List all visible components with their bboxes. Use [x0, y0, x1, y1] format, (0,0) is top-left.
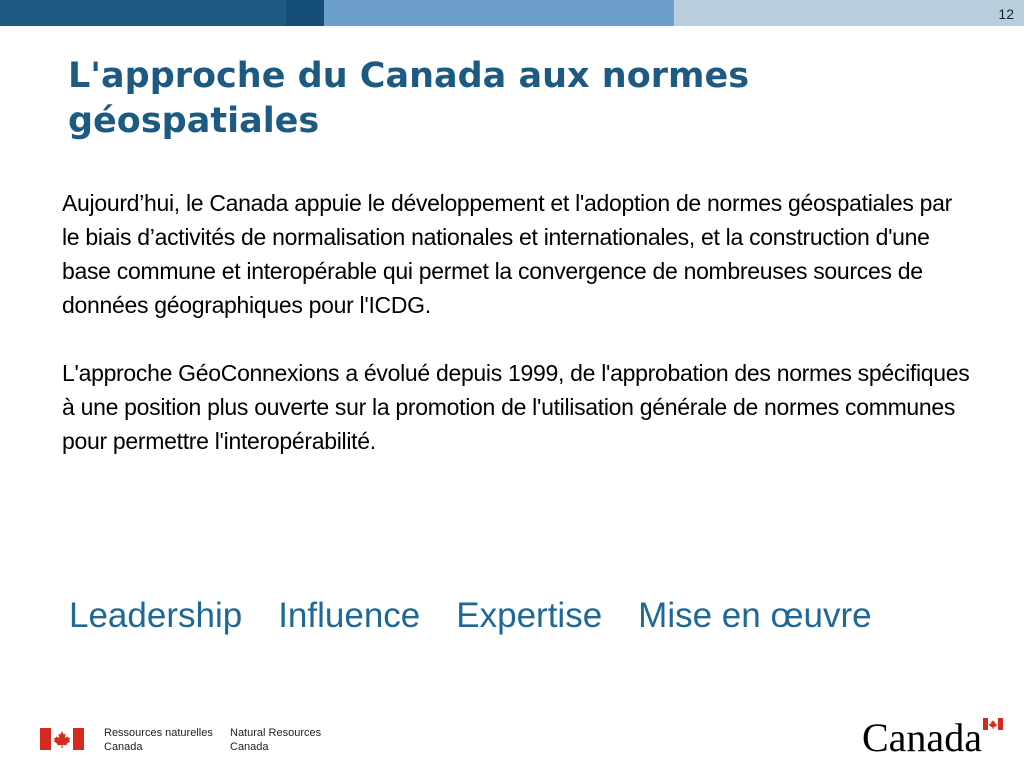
keyword-influence: Influence: [278, 596, 421, 635]
keyword-row: [69, 594, 1009, 638]
slide-number: 12: [998, 6, 1014, 22]
slide-title: L'approche du Canada aux normes géospatiales: [68, 56, 750, 141]
canada-wordmark: Canada: [862, 715, 982, 760]
keyword-mise-en-oeuvre: Mise en œuvre: [638, 596, 872, 635]
top-bar-segment-dark: [0, 0, 286, 26]
wordmark-flag-icon: [983, 718, 1003, 730]
top-bar-segment-darker: [286, 0, 324, 26]
canada-flag-icon: [40, 728, 84, 750]
keyword-expertise: Expertise: [456, 596, 603, 635]
top-bar-segment-light: [674, 0, 1024, 26]
top-bar-segment-medium: [324, 0, 674, 26]
department-name-en: [230, 726, 321, 754]
keyword-leadership: Leadership: [69, 596, 243, 635]
slide-body: [62, 186, 972, 492]
body-paragraph-1: Aujourd’hui, le Canada appuie le développement et l'adoption de normes géospatiales par le biais d’activités de normalisation nationales et internationales, et la construction d'une base commune et interopérable qui permet la convergence de nombreuses sources de données géographiques pour l'ICDG.: [62, 190, 952, 318]
department-name-fr: [104, 726, 213, 754]
dept-fr-line1: Ressources naturelles: [104, 727, 213, 739]
body-paragraph-2: L'approche GéoConnexions a évolué depuis 1999, de l'approbation des normes spécifiques à une position plus ouverte sur la promotion de l'utilisation générale de normes communes pour permettre l'interopérabilité.: [62, 360, 970, 454]
dept-fr-line2: Canada: [104, 741, 143, 753]
top-color-bar: [0, 0, 1024, 26]
dept-en-line2: Canada: [230, 741, 269, 753]
dept-en-line1: Natural Resources: [230, 727, 322, 739]
